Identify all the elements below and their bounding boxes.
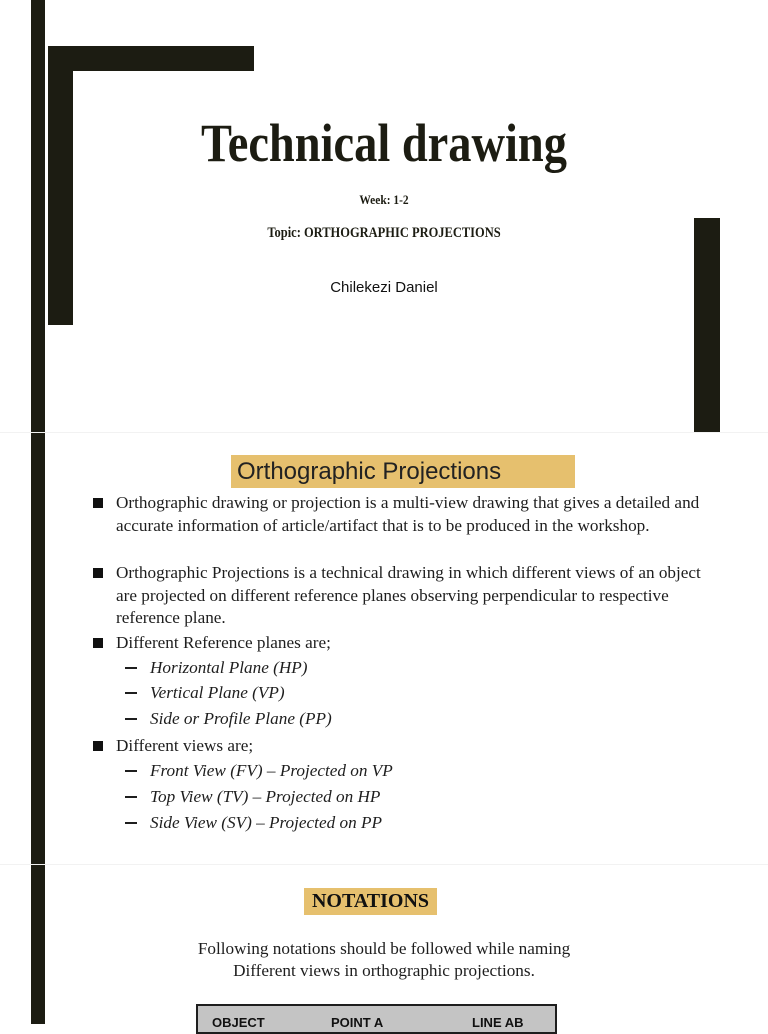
slide-separator xyxy=(0,432,768,433)
section-heading-orthographic: Orthographic Projections xyxy=(231,455,575,488)
dash-icon xyxy=(125,692,137,694)
bullet-text: Different views are; xyxy=(116,736,254,755)
bullet-text: Orthographic Projections is a technical drawing in which different views of an object are projected on different reference planes observing perpendicular to respective reference plane. xyxy=(116,563,701,627)
table-header-cell: POINT A xyxy=(331,1015,384,1030)
author-name: Chilekezi Daniel xyxy=(330,279,438,296)
table-header-cell: LINE AB xyxy=(472,1015,524,1030)
topic-label: Topic: ORTHOGRAPHIC PROJECTIONS xyxy=(267,225,501,241)
dash-icon xyxy=(125,770,137,772)
left-vertical-bar xyxy=(31,0,45,1024)
dash-icon xyxy=(125,718,137,720)
sub-bullet-text: Vertical Plane (VP) xyxy=(150,683,285,702)
corner-bracket-top xyxy=(48,46,254,71)
notation-table-header xyxy=(196,1004,557,1034)
bullet-square-icon xyxy=(93,741,103,751)
sub-bullet-text: Side or Profile Plane (PP) xyxy=(150,709,332,728)
bullet-square-icon xyxy=(93,498,103,508)
sub-bullet-text: Side View (SV) – Projected on PP xyxy=(150,813,382,832)
week-label: Week: 1-2 xyxy=(359,192,409,207)
sub-bullet-text: Top View (TV) – Projected on HP xyxy=(150,787,381,806)
notation-description: Following notations should be followed while naming xyxy=(197,939,571,958)
dash-icon xyxy=(125,822,137,824)
bullet-text: Orthographic drawing or projection is a multi-view drawing that gives a detailed and accurate information of article/artifact that is to be produced in the workshop. xyxy=(116,493,700,535)
section-heading-notations: NOTATIONS xyxy=(304,888,437,915)
bullet-square-icon xyxy=(93,638,103,648)
bullet-square-icon xyxy=(93,568,103,578)
dash-icon xyxy=(125,796,137,798)
right-vertical-bar xyxy=(694,218,720,433)
dash-icon xyxy=(125,667,137,669)
bullet-text: Different Reference planes are; xyxy=(116,633,331,652)
sub-bullet-text: Horizontal Plane (HP) xyxy=(150,658,308,677)
sub-bullet-text: Front View (FV) – Projected on VP xyxy=(150,761,393,780)
slide-separator xyxy=(0,864,768,865)
page-title: Technical drawing xyxy=(200,113,567,173)
table-header-cell: OBJECT xyxy=(212,1015,265,1030)
notation-description: Different views in orthographic projections. xyxy=(233,961,535,980)
